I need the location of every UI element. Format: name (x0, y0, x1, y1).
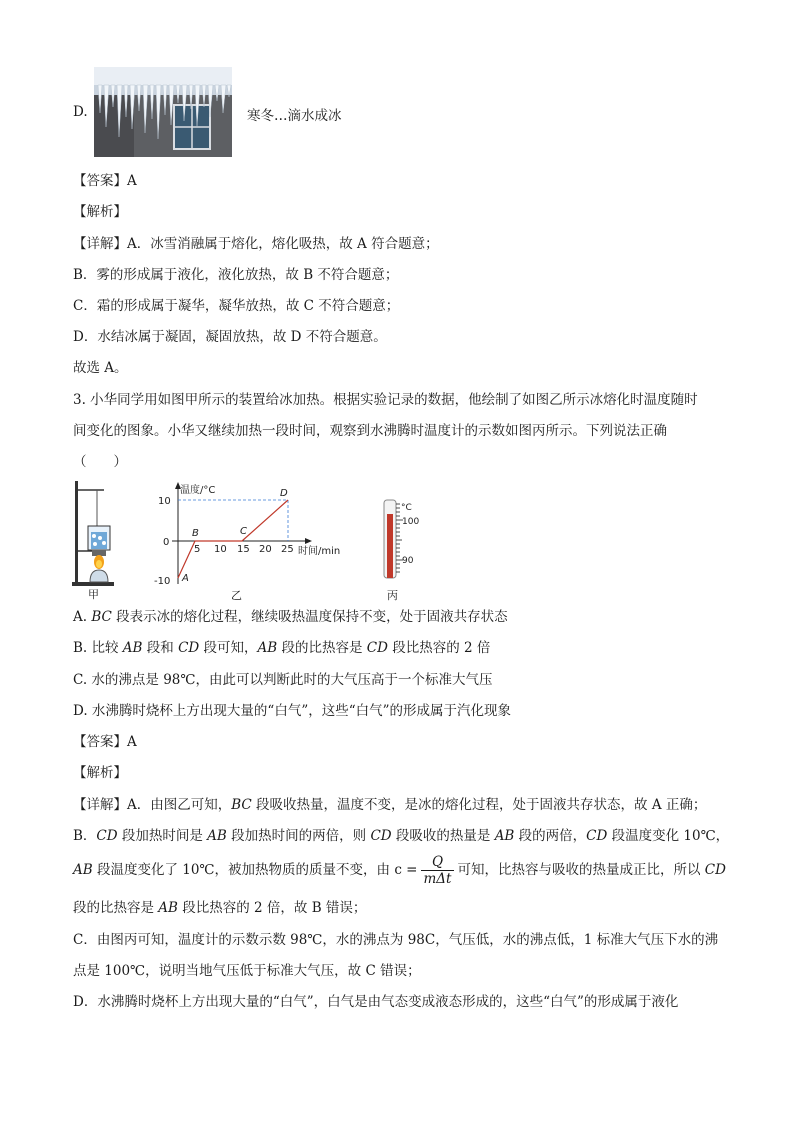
icicle-photo (94, 67, 232, 157)
xtick-5: 5 (194, 544, 201, 555)
point-a: A (182, 573, 189, 584)
q3-stem-line-1: 3. 小华同学用如图甲所示的装置给冰加热。根据实验记录的数据，他绘制了如图乙所示冰熔化时温度随时 (73, 392, 698, 408)
q2-answer: 【答案】A (73, 173, 137, 189)
xtick-25: 25 (281, 544, 294, 555)
ytick-10: 10 (158, 496, 171, 507)
temperature-curve (178, 500, 288, 578)
q3-analysis-label: 【解析】 (73, 765, 127, 781)
xtick-15: 15 (237, 544, 250, 555)
q2-choose: 故选 A。 (73, 360, 128, 376)
q2-detail-c: C．霜的形成属于凝华，凝华放热，故 C 不符合题意； (73, 298, 400, 314)
x-axis-arrow (305, 538, 312, 544)
figure-yi-graph (148, 480, 353, 588)
figure-jia-apparatus (66, 478, 116, 588)
q3-option-a: A. BC 段表示冰的熔化过程，继续吸热温度保持不变，处于固液共存状态 (73, 609, 508, 625)
figure-jia-label: 甲 (88, 588, 99, 601)
option-d-caption: 寒冬…滴水成冰 (247, 108, 342, 124)
q3-answer: 【答案】A (73, 734, 137, 750)
thermo-unit: °C (401, 503, 412, 513)
thermo-90: 90 (402, 556, 414, 566)
q3-explain-a: 【详解】A．由图乙可知，BC 段吸收热量，温度不变，是冰的熔化过程，处于固液共存状态，故 A 正确； (73, 797, 707, 813)
option-d-letter: D. (73, 104, 88, 120)
q3-answer-blank: （ ） (73, 454, 127, 470)
formula-fraction: $\frac{Q}{\text{mΔt}}$ (421, 854, 455, 887)
q3-stem-line-2: 间变化的图象。小华又继续加热一段时间，观察到水沸腾时温度计的示数如图丙所示。下列说法正确 (73, 423, 667, 439)
point-b: B (192, 528, 199, 539)
point-d: D (280, 488, 288, 499)
ytick-0: 0 (163, 537, 170, 548)
q3-explain-c-1: C．由图丙可知，温度计的示数示数 98℃，水的沸点为 98C，气压低，水的沸点低，1 标准大气压下水的沸 (73, 932, 719, 948)
point-c: C (240, 526, 247, 537)
q3-option-b: B. 比较 AB 段和 CD 段可知，AB 段的比热容是 CD 段比热容的 2 倍 (73, 640, 491, 656)
figure-yi-label: 乙 (231, 589, 242, 602)
q3-option-c: C. 水的沸点是 98℃，由此可以判断此时的大气压高于一个标准大气压 (73, 672, 493, 688)
q2-detail-b: B．雾的形成属于液化，液化放热，故 B 不符合题意； (73, 267, 399, 283)
xtick-20: 20 (259, 544, 272, 555)
q3-explain-b-1: B．CD 段加热时间是 AB 段加热时间的两倍，则 CD 段吸收的热量是 AB 段的两倍，CD 段温度变化 10℃， (73, 828, 730, 844)
q3-explain-c-2: 点是 100℃，说明当地气压低于标准大气压，故 C 错误； (73, 963, 421, 979)
figure-bing-thermometer (378, 498, 428, 580)
x-axis-label: 时间/min (298, 546, 341, 557)
y-axis-label: 温度/°C (180, 485, 216, 496)
q3-explain-d: D．水沸腾时烧杯上方出现大量的“白气”，白气是由气态变成液态形成的，这些“白气”的形成属于液化 (73, 994, 679, 1010)
figure-bing-label: 丙 (387, 589, 398, 602)
xtick-10: 10 (214, 544, 227, 555)
q3-explain-b-2: AB 段温度变化了 10℃，被加热物质的质量不变，由 c = $\frac{Q}{\text{mΔt}}$ 可知，比热容与吸收的热量成正比，所以 CD (73, 854, 726, 887)
q3-explain-b-3: 段的比热容是 AB 段比热容的 2 倍，故 B 错误； (73, 900, 367, 916)
thermo-100: 100 (402, 517, 420, 527)
ytick-minus-10: -10 (154, 576, 171, 587)
q2-analysis-label: 【解析】 (73, 204, 127, 220)
q3-option-d: D. 水沸腾时烧杯上方出现大量的“白气”，这些“白气”的形成属于汽化现象 (73, 703, 512, 719)
q2-detail-d: D．水结冰属于凝固，凝固放热，故 D 不符合题意。 (73, 329, 387, 345)
q2-detail-a: 【详解】A．冰雪消融属于熔化，熔化吸热，故 A 符合题意； (73, 236, 439, 252)
